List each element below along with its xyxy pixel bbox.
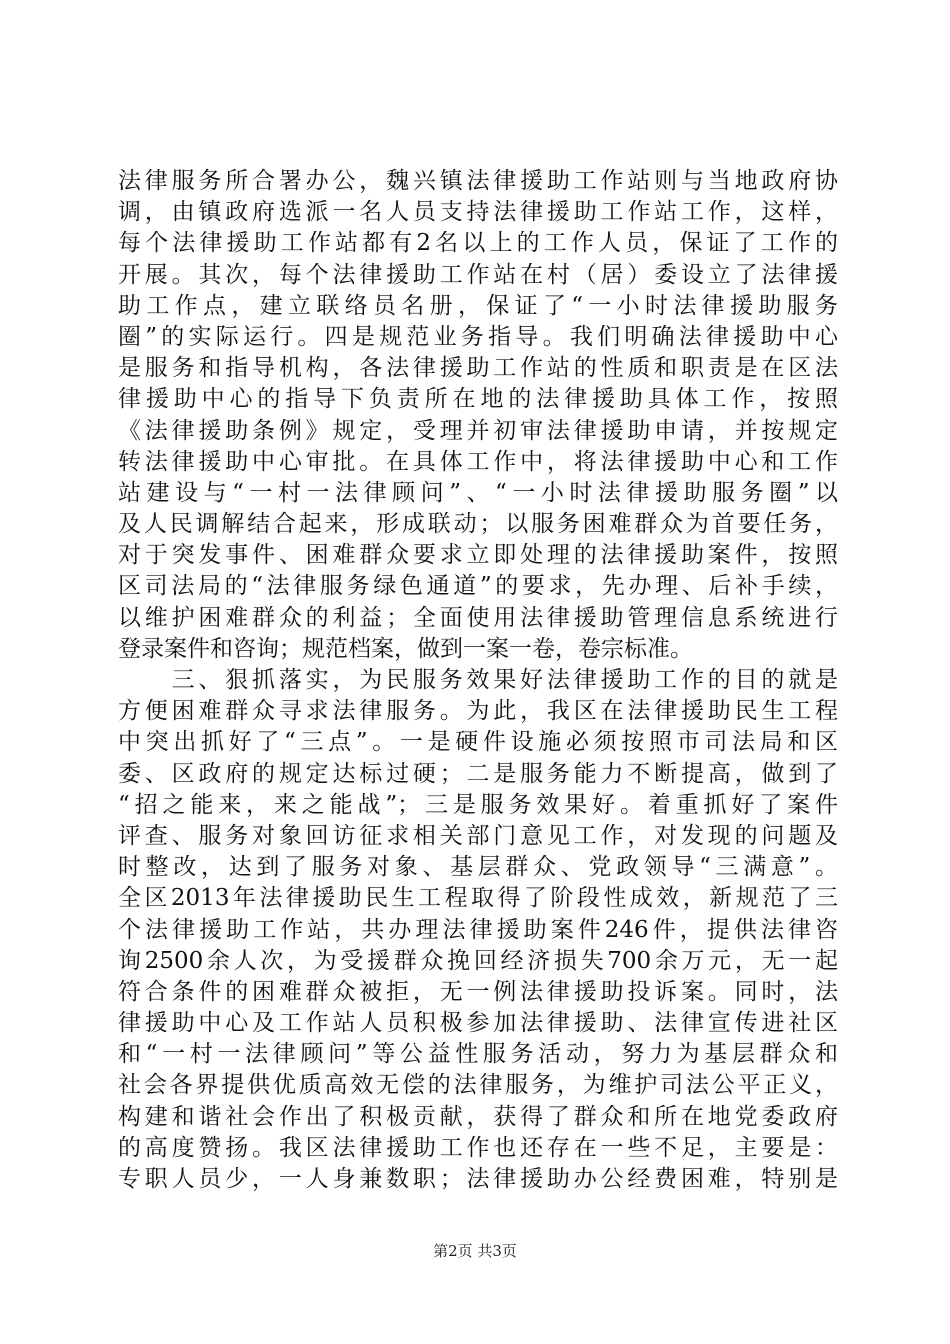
text-line: 以维护困难群众的利益；全面使用法律援助管理信息系统进行 bbox=[118, 604, 838, 631]
text-line: 区司法局的“法律服务绿色通道”的要求，先办理、后补手续， bbox=[118, 573, 838, 600]
text-line: 法律服务所合署办公，魏兴镇法律援助工作站则与当地政府协 bbox=[118, 168, 838, 194]
text-line: 的高度赞扬。我区法律援助工作也还存在一些不足，主要是： bbox=[118, 1134, 838, 1161]
text-line: 委、区政府的规定达标过硬；二是服务能力不断提高，做到了 bbox=[118, 760, 838, 787]
text-line: 登录案件和咨询；规范档案，做到一案一卷，卷宗标准。 bbox=[118, 635, 693, 662]
text-line: 助工作点，建立联络员名册，保证了“一小时法律援助服务 bbox=[118, 292, 838, 319]
text-line: 及人民调解结合起来，形成联动；以服务困难群众为首要任务， bbox=[118, 511, 838, 538]
text-line: 时整改，达到了服务对象、基层群众、党政领导“三满意”。 bbox=[118, 854, 838, 881]
text-line: 构建和谐社会作出了积极贡献，获得了群众和所在地党委政府 bbox=[118, 1103, 838, 1130]
text-line: 符合条件的困难群众被拒，无一例法律援助投诉案。同时，法 bbox=[118, 978, 838, 1005]
text-line: 圈”的实际运行。四是规范业务指导。我们明确法律援助中心 bbox=[118, 323, 838, 350]
text-line: 律援助中心及工作站人员积极参加法律援助、法律宣传进社区 bbox=[118, 1010, 838, 1037]
text-line: 《法律援助条例》规定，受理并初审法律援助申请，并按规定 bbox=[118, 417, 838, 444]
text-line: 方便困难群众寻求法律服务。为此，我区在法律援助民生工程 bbox=[118, 698, 838, 725]
text-line: 和“一村一法律顾问”等公益性服务活动，努力为基层群众和 bbox=[118, 1041, 838, 1068]
text-line: 询2500余人次，为受援群众挽回经济损失700余万元，无一起 bbox=[118, 947, 838, 974]
text-line: 是服务和指导机构，各法律援助工作站的性质和职责是在区法 bbox=[118, 355, 838, 382]
text-line: 律援助中心的指导下负责所在地的法律援助具体工作，按照 bbox=[118, 386, 838, 413]
text-line: 社会各界提供优质高效无偿的法律服务，为维护司法公平正义， bbox=[118, 1072, 838, 1099]
text-line: 每个法律援助工作站都有2名以上的工作人员，保证了工作的 bbox=[118, 230, 838, 257]
text-line: 专职人员少，一人身兼数职；法律援助办公经费困难，特别是 bbox=[118, 1166, 838, 1192]
text-line: “招之能来，来之能战”；三是服务效果好。着重抓好了案件 bbox=[118, 791, 838, 818]
text-line: 个法律援助工作站，共办理法律援助案件246件，提供法律咨 bbox=[118, 916, 838, 943]
text-line: 评查、服务对象回访征求相关部门意见工作，对发现的问题及 bbox=[118, 822, 838, 849]
text-line: 全区2013年法律援助民生工程取得了阶段性成效，新规范了三 bbox=[118, 885, 838, 912]
text-line: 转法律援助中心审批。在具体工作中，将法律援助中心和工作 bbox=[118, 448, 838, 475]
text-line: 调，由镇政府选派一名人员支持法律援助工作站工作，这样， bbox=[118, 199, 838, 226]
body-text bbox=[118, 166, 838, 1195]
text-line: 对于突发事件、困难群众要求立即处理的法律援助案件，按照 bbox=[118, 542, 838, 569]
page-footer: 第2页 共3页 bbox=[433, 1242, 517, 1260]
text-line: 中突出抓好了“三点”。一是硬件设施必须按照市司法局和区 bbox=[118, 729, 838, 756]
text-line: 站建设与“一村一法律顾问”、“一小时法律援助服务圈”以 bbox=[118, 479, 838, 506]
text-line: 开展。其次，每个法律援助工作站在村（居）委设立了法律援 bbox=[118, 261, 838, 288]
text-line: 三、狠抓落实，为民服务效果好法律援助工作的目的就是 bbox=[118, 667, 838, 693]
